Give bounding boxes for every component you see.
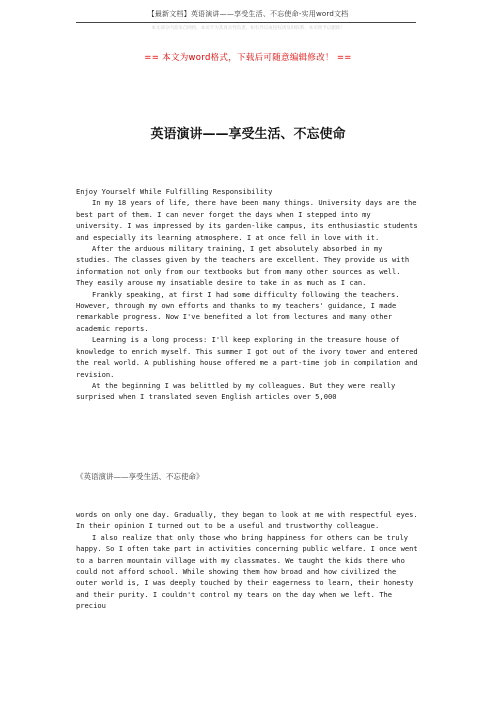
paragraph: At the beginning I was belittled by my colleagues. But they were really surprised when I translated seven English articles over 5,000	[76, 380, 396, 402]
paragraph: Learning is a long process: I'll keep exploring in the treasure house of knowledge to enrich myself. This summer I got out of the ivory tower and entered the real world. A publishing house offered me a part-time job in compilation and revision.	[76, 335, 418, 379]
paragraph: Frankly speaking, at first I had some difficulty following the teachers. However, through my own efforts and thanks to my teachers' guidance, I made remarkable progress. Now I've benefited a lot from lectures and many other academic reports.	[76, 289, 400, 333]
document-header-title: 【最新文档】英语演讲——享受生活、不忘使命-实用word文档	[147, 10, 349, 18]
edit-notice: == 本文为word格式，下载后可随意编辑修改！ ==	[144, 53, 352, 63]
paragraph: I also realize that only those who bring happiness for others can be truly happy. So I often take part in activities concerning public welfare. I once went to a barren mountain village with my classmates. We taught the kids there who could not afford school. While showing them how broad and how civilized the outer world is, I was deeply touched by their eagerness to learn, their honesty and their purity. I couldn't control my tears on the day when we left. The preciou	[76, 532, 418, 611]
header-disclaimer: 本文部分内容来自网络，本司不为其真实性负责，如有异议或侵权请及时联系，本司将予以删除！	[151, 26, 345, 31]
body-text-page-1	[76, 186, 420, 403]
body-text-page-2	[76, 509, 420, 612]
paragraph-continuation: words on only one day. Gradually, they began to look at me with respectful eyes. In their opinion I turned out to be a useful and trustworthy colleague.	[76, 510, 418, 531]
page-footer-caption: 《英语演讲——享受生活、不忘使命》	[76, 472, 204, 481]
paragraph: After the arduous military training, I get absolutely absorbed in my studies. The classes given by the teachers are excellent. They provide us with information not only from our textbooks but from many other sources as well. They easily arouse my insatiable desire to take in as much as I can.	[76, 244, 410, 288]
speech-heading: Enjoy Yourself While Fulfilling Responsibility	[76, 187, 273, 196]
paragraph: In my 18 years of life, there have been many things. University days are the best part of them. I can never forget the days when I stepped into my university. I was impressed by its garden-like campus, its enthusiastic students and especially its learning atmosphere. I at once fell in love with it.	[76, 198, 418, 242]
document-title: 英语演讲——享受生活、不忘使命	[150, 127, 346, 142]
header-divider	[76, 22, 416, 23]
